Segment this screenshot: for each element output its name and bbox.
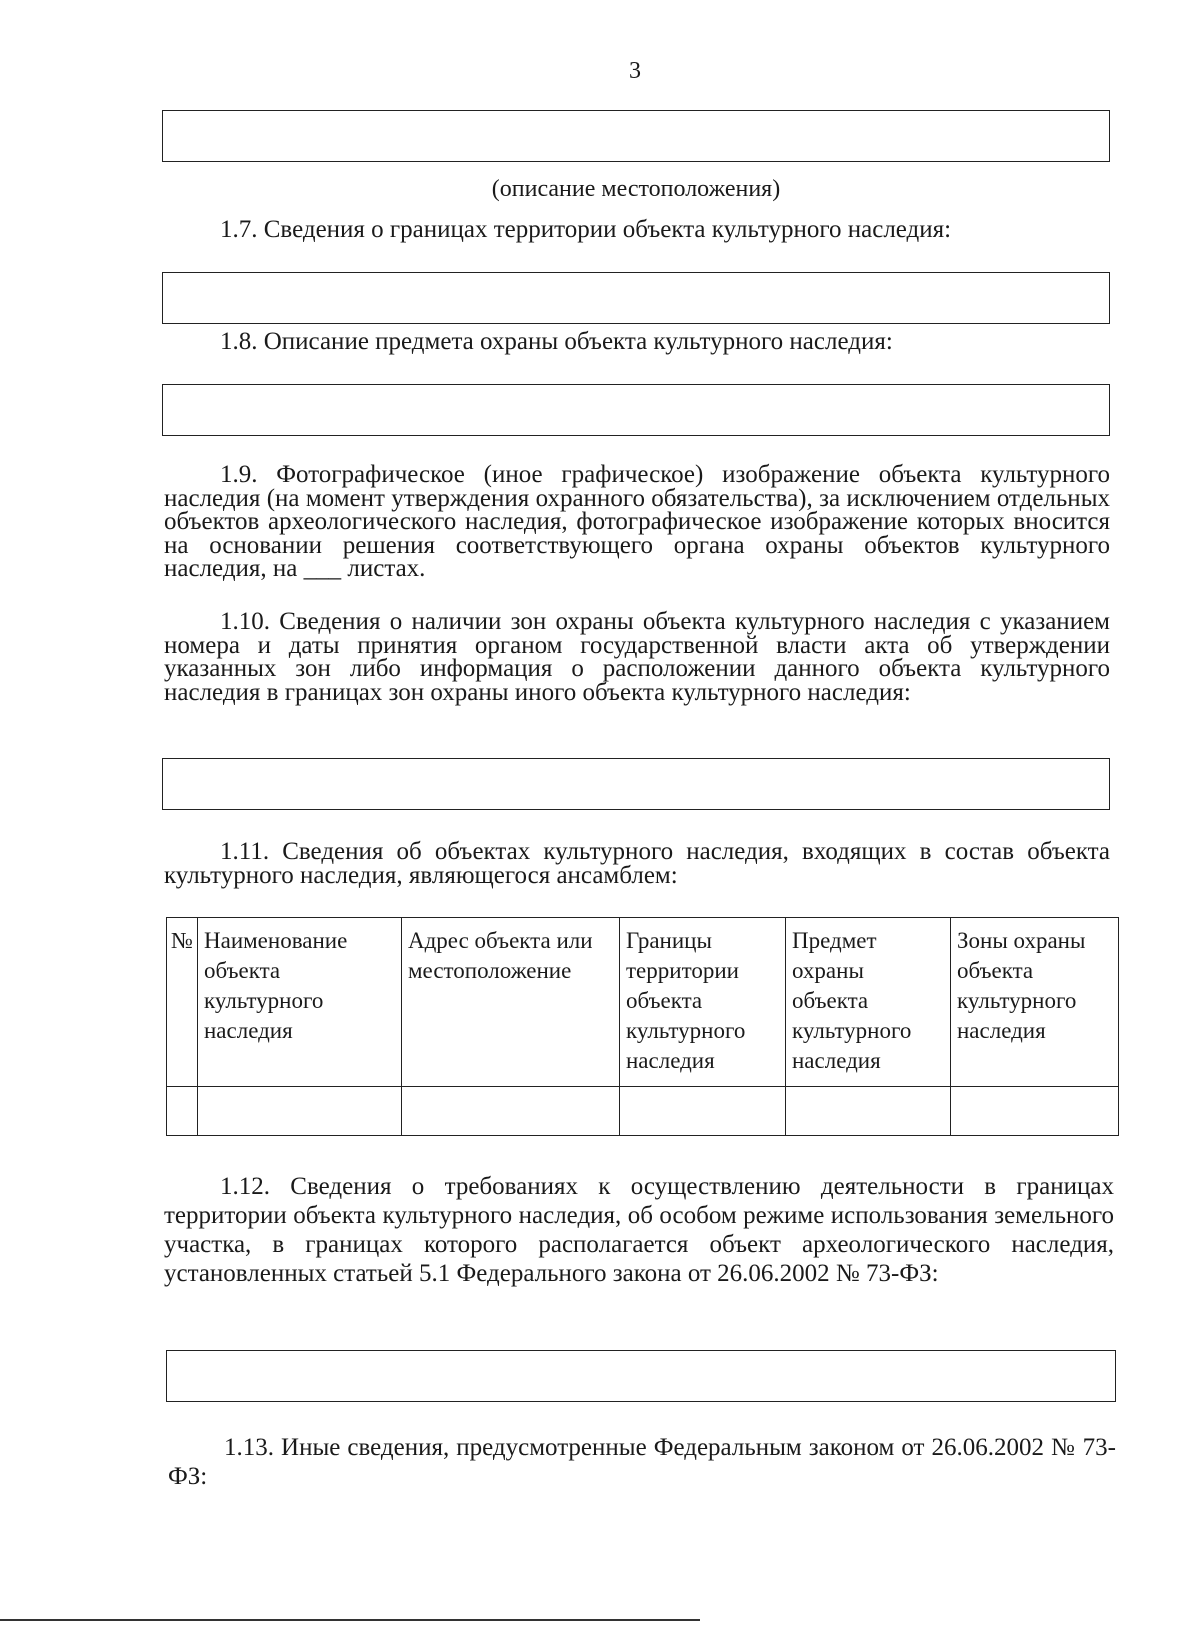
table-cell[interactable]	[951, 1087, 1119, 1136]
protection-zones-field[interactable]	[162, 758, 1110, 810]
location-caption: (описание местоположения)	[491, 176, 781, 202]
table-cell[interactable]	[620, 1087, 786, 1136]
section-1-12-paragraph	[164, 1172, 1114, 1288]
column-header-boundaries: Границы территории объекта культурного наследия	[620, 918, 786, 1087]
section-1-10-paragraph	[164, 610, 1110, 704]
section-1-9-paragraph	[164, 463, 1110, 581]
table-cell[interactable]	[786, 1087, 951, 1136]
activity-requirements-field[interactable]	[166, 1350, 1116, 1402]
table-cell[interactable]	[402, 1087, 620, 1136]
column-header-number: №	[167, 918, 198, 1087]
protection-subject-field[interactable]	[162, 384, 1110, 436]
column-header-name: Наименование объекта культурного наследия	[198, 918, 402, 1087]
table-header-row	[167, 918, 1119, 1087]
section-1-7-heading: 1.7. Сведения о границах территории объекта культурного наследия:	[220, 216, 952, 243]
section-1-13-paragraph	[168, 1433, 1116, 1491]
table-cell[interactable]	[167, 1087, 198, 1136]
section-1-9-text: 1.9. Фотографическое (иное графическое) изображение объекта культурного наследия (на момент утверждения охранного обязательства), за исключением отдельных объектов археологического наследия, фотографическое изображение которых вносится на основании решения соответствующего органа охраны объектов культурного наследия, на ___ листах.	[164, 461, 1110, 582]
table-cell[interactable]	[198, 1087, 402, 1136]
section-1-8-heading: 1.8. Описание предмета охраны объекта культурного наследия:	[220, 328, 893, 355]
table-row	[167, 1087, 1119, 1136]
section-1-10-text: 1.10. Сведения о наличии зон охраны объекта культурного наследия с указанием номера и даты принятия органом государственной власти акта об утверждении указанных зон либо информация о расположении данного объекта культурного наследия в границах зон охраны иного объекта культурного наследия:	[164, 608, 1110, 706]
column-header-protection-zones: Зоны охраны объекта культурного наследия	[951, 918, 1119, 1087]
page-number: 3	[629, 58, 641, 84]
section-1-11-text: 1.11. Сведения об объектах культурного наследия, входящих в состав объекта культурного наследия, являющегося ансамблем:	[164, 838, 1110, 889]
section-1-12-text: 1.12. Сведения о требованиях к осуществлению деятельности в границах территории объекта культурного наследия, об особом режиме использования земельного участка, в границах которого располагается объект археологического наследия, установленных статьей 5.1 Федерального закона от 26.06.2002 № 73-ФЗ:	[164, 1173, 1114, 1287]
section-1-11-paragraph	[164, 840, 1110, 887]
section-1-13-text: 1.13. Иные сведения, предусмотренные Федеральным законом от 26.06.2002 № 73-ФЗ:	[168, 1434, 1116, 1490]
location-description-field[interactable]	[162, 110, 1110, 162]
territory-boundaries-field[interactable]	[162, 272, 1110, 324]
column-header-address: Адрес объекта или местоположение	[402, 918, 620, 1087]
ensemble-objects-table	[166, 917, 1119, 1136]
footer-rule	[0, 1619, 700, 1621]
column-header-protection-subject: Предмет охраны объекта культурного наследия	[786, 918, 951, 1087]
